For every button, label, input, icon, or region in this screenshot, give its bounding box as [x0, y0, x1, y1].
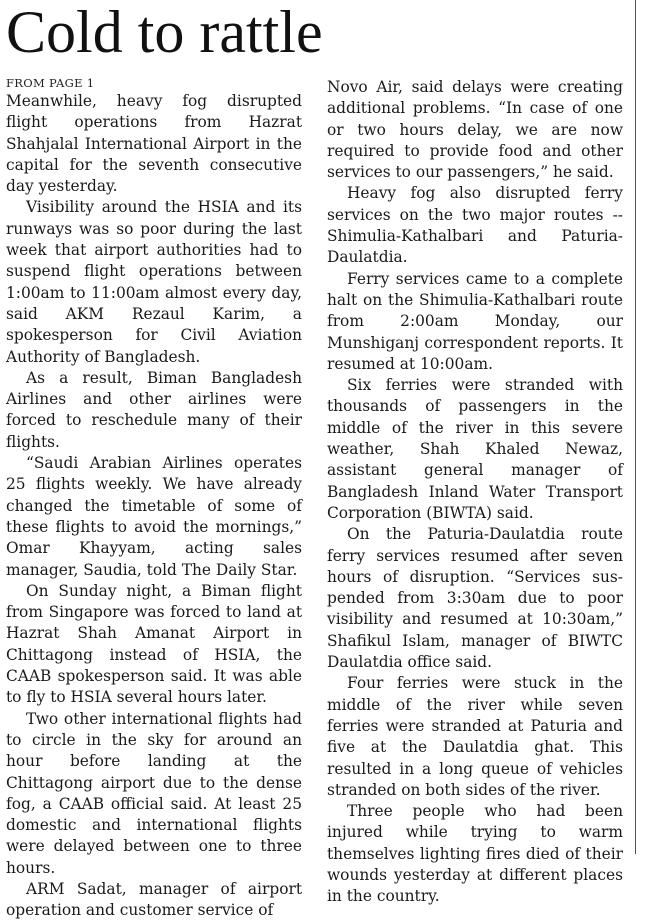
paragraph: Novo Air, said delays were creating additional problems. “In case of one or two hours delay, we are now required to provide food and other services to our passengers,” he said. [327, 78, 623, 182]
paragraph: Four ferries were stuck in the middle of the river while seven ferries were stranded at Paturia and five at the Daulatdia ghat. This resulted in a long queue of vehicles stranded on both sides of the river. [327, 674, 623, 799]
article-column-left [6, 76, 302, 922]
article-column-right [327, 77, 623, 908]
kicker: FROM PAGE 1 [6, 76, 95, 90]
paragraph: “Saudi Arabian Airlines operates 25 flights weekly. We have already changed the timetable of some of these flights to avoid the mornings,” Omar Khayyam, acting sales manager, Saudia, told The Daily Star. [6, 454, 302, 579]
paragraph: ARM Sadat, manager of airport operation and customer service of [6, 879, 302, 920]
paragraph: Heavy fog also disrupted ferry services on the two major routes -- Shimulia-Kathalbari and Paturia-Daulatdia. [327, 184, 623, 267]
paragraph: Six ferries were stranded with thousands of passengers in the middle of the river in this severe weather, Shah Khaled Newaz, assistant general manager of Bangladesh Inland Water Transport Corporation (BIWTA) said. [327, 376, 623, 522]
paragraph: As a result, Biman Bangladesh Airlines and other airlines were forced to reschedule many of their flights. [6, 368, 302, 451]
column-rule [635, 0, 636, 854]
paragraph: Three people who had been injured while trying to warm themselves lighting fires died of their wounds yesterday at different places in the country. [327, 802, 623, 906]
paragraph: Ferry services came to a complete halt on the Shimulia-Kathalbari route from 2:00am Monday, our Munshiganj correspondent reports. It resumed at 10:00am. [327, 269, 623, 373]
paragraph: On Sunday night, a Biman flight from Singapore was forced to land at Hazrat Shah Amanat Airport in Chittagong instead of HSIA, the CAAB spokesperson said. It was able to fly to HSIA several hours later. [6, 581, 302, 707]
paragraph: On the Paturia-Daulatdia route ferry services resumed after seven hours of disruption. “Services suspended from 3:30am due to poor visibility and resumed at 10:30am,” Shafikul Islam, manager of BIWTC Daulatdia office said. [327, 525, 623, 672]
paragraph: Visibility around the HSIA and its runways was so poor during the last week that airport authorities had to suspend flight operations between 1:00am to 11:00am almost every day, said AKM Rezaul Karim, a spokesperson for Civil Aviation Authority of Bangladesh. [6, 198, 302, 366]
paragraph: Two other international flights had to circle in the sky for around an hour before landing at the Chittagong airport due to the dense fog, a CAAB official said. At least 25 domestic and international flights were delayed between one to three hours. [6, 709, 302, 877]
headline: Cold to rattle [6, 0, 323, 65]
paragraph: Meanwhile, heavy fog disrupted flight operations from Hazrat Shahjalal International Airport in the capital for the seventh consecutive day yesterday. [6, 92, 302, 196]
